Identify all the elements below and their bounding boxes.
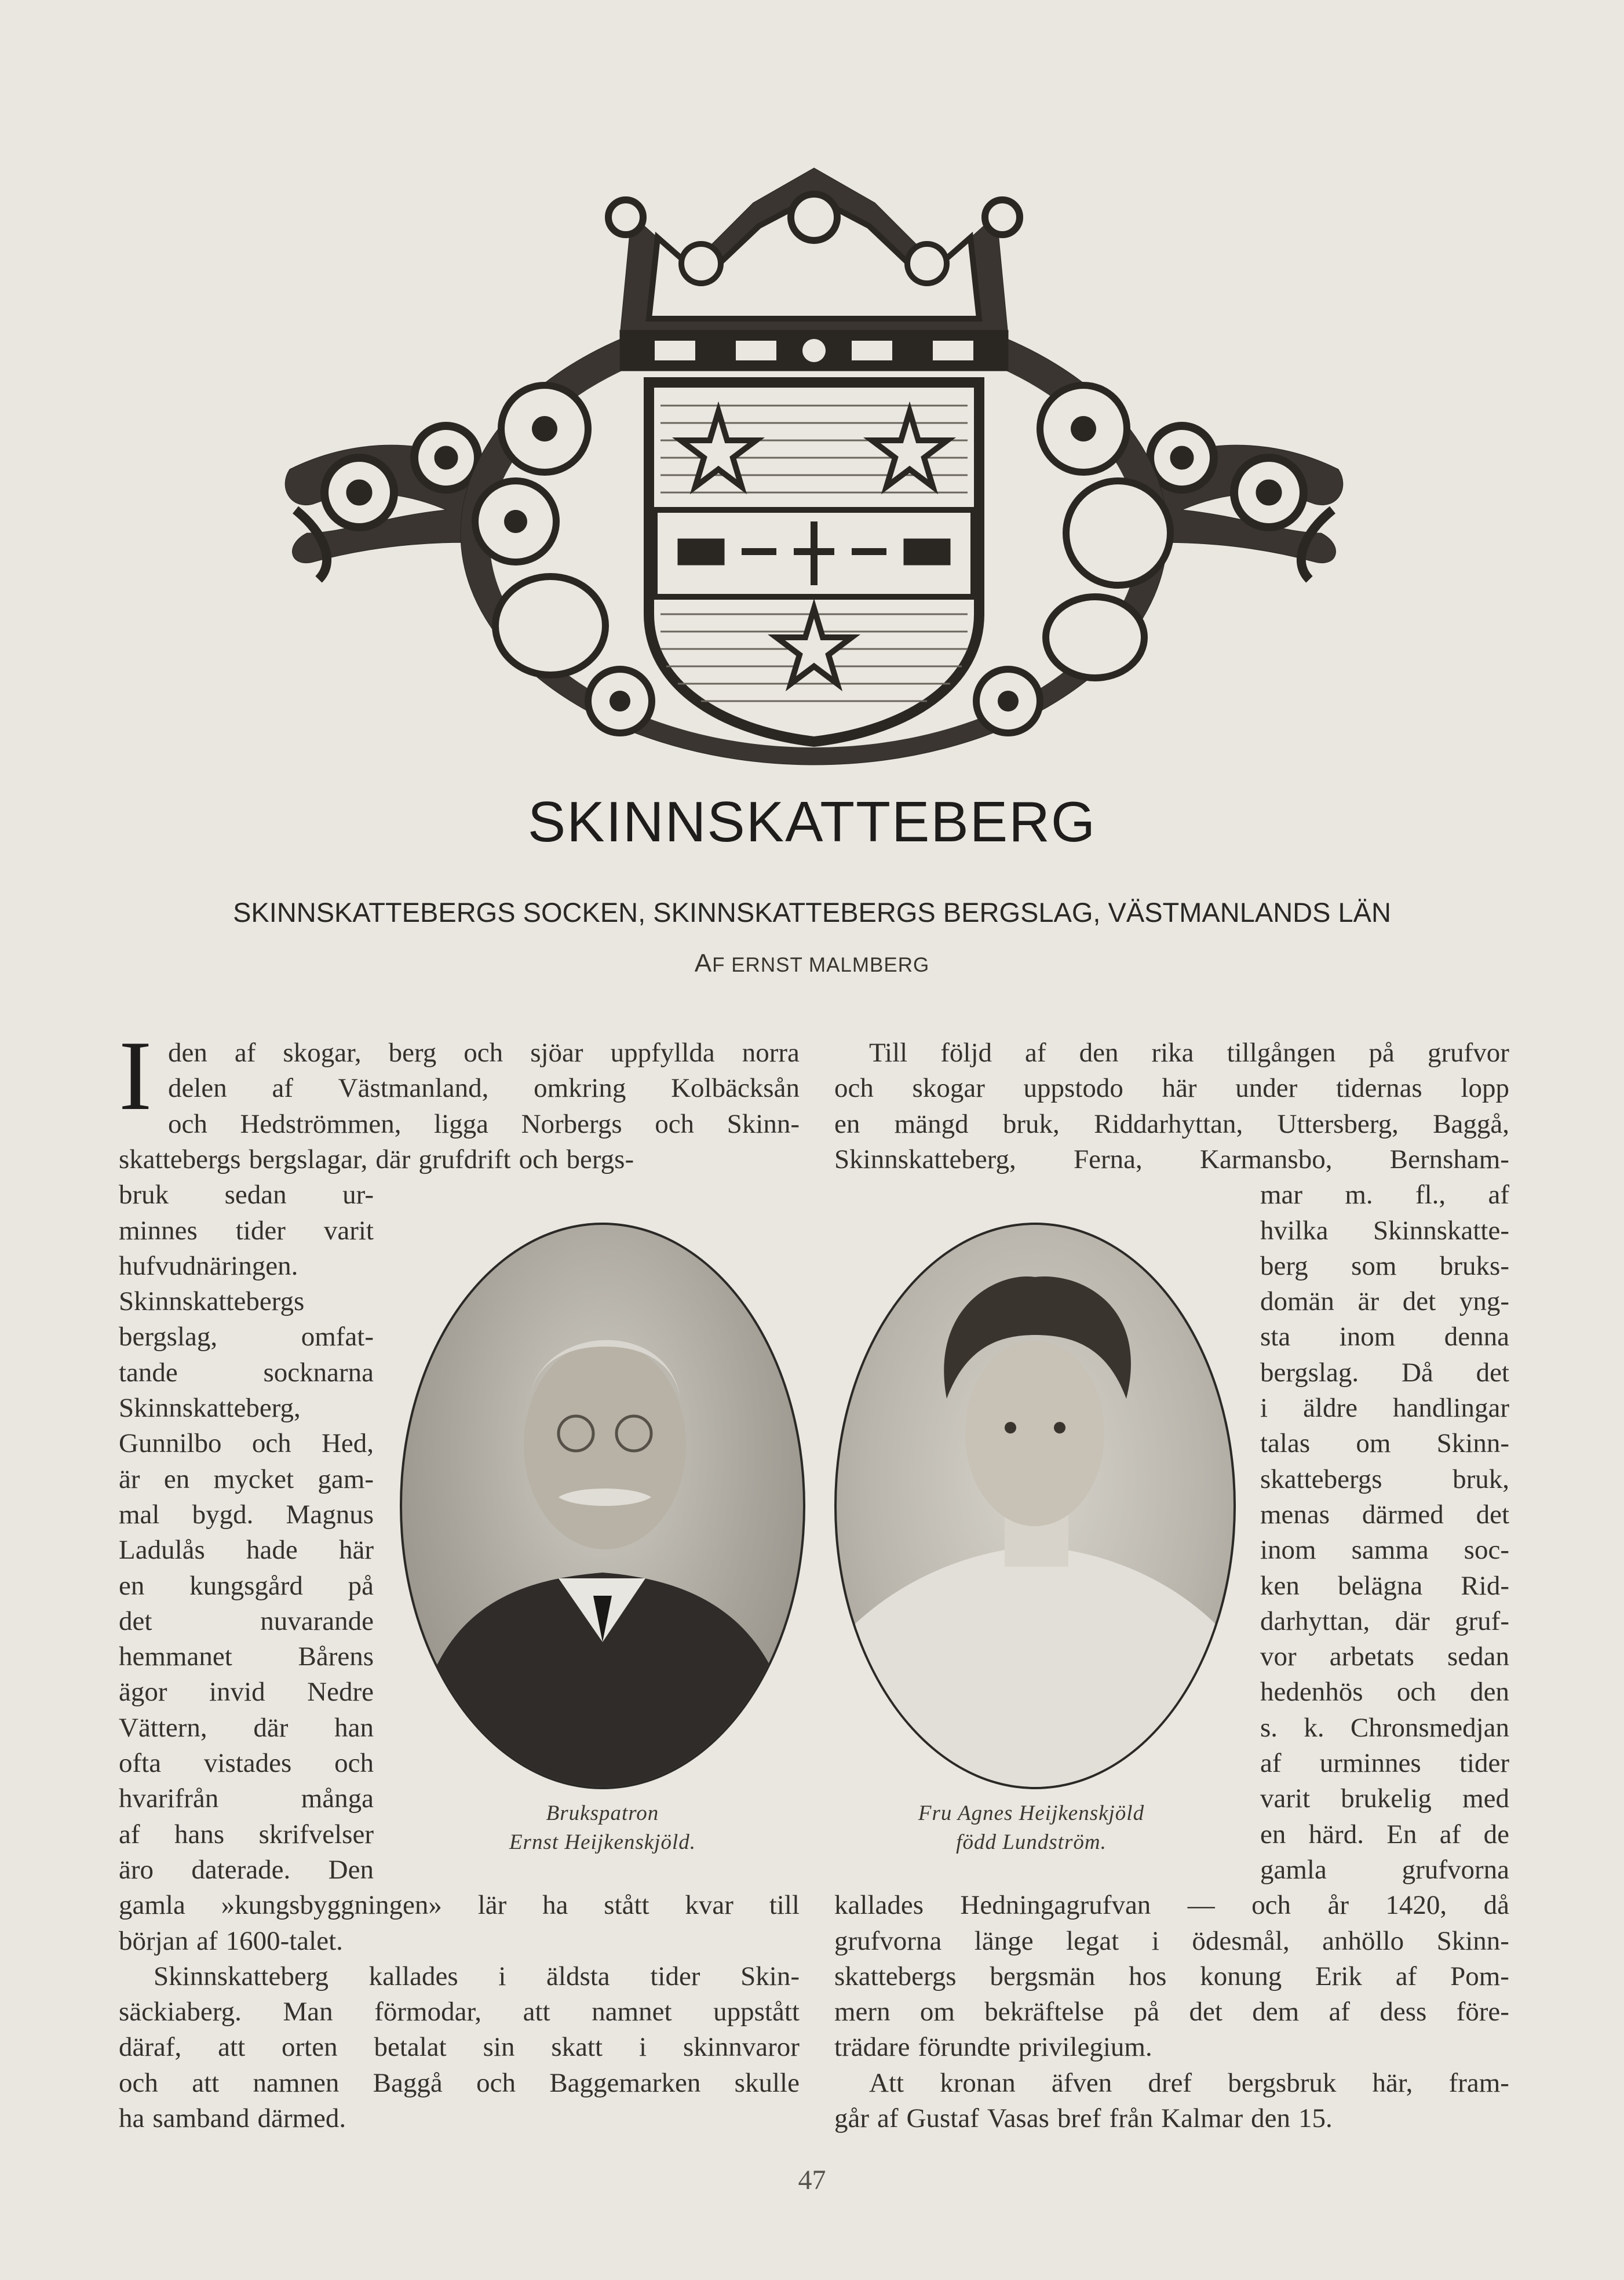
text-line: den af skogar, berg och sjöar uppfyllda norra: [168, 1038, 800, 1068]
text-line: delen af Västmanland, omkring Kolbäcksån: [168, 1073, 800, 1104]
text-line: i äldre handlingar: [1260, 1393, 1509, 1423]
page-subtitle: SKINNSKATTEBERGS SOCKEN, SKINNSKATTEBERGS BERGSLAG, VÄSTMANLANDS LÄN: [233, 897, 1391, 928]
text-line: menas därmed det: [1260, 1499, 1509, 1530]
text-line: ken belägna Rid-: [1260, 1570, 1509, 1601]
caption-right-portrait: [852, 1799, 1211, 1857]
text-line: Skinnskattebergs: [119, 1286, 305, 1317]
text-line: Att kronan äfven dref bergsbruk här, fram-: [869, 2067, 1509, 2098]
text-line: mern om bekräftelse på det dem af dess före-: [834, 1997, 1509, 2027]
man-portrait-icon: [402, 1225, 803, 1787]
text-line: Ladulås hade här: [119, 1535, 374, 1566]
drop-cap: I: [119, 1021, 152, 1131]
text-line: domän är det yng-: [1260, 1286, 1509, 1317]
coat-of-arms-illustration: [272, 162, 1356, 768]
text-line: tande socknarna: [119, 1357, 374, 1388]
text-line: en kungsgård på: [119, 1570, 374, 1601]
text-line: däraf, att orten betalat sin skatt i skinnvaror: [119, 2032, 800, 2063]
text-line: af urminnes tider: [1260, 1748, 1509, 1778]
crown: [608, 168, 1020, 371]
text-line: bruk sedan ur-: [119, 1180, 374, 1210]
page-number: 47: [798, 2165, 826, 2195]
text-line: början af 1600-talet.: [119, 1925, 343, 1956]
text-line: talas om Skinn-: [1260, 1428, 1509, 1459]
text-line: hvarifrån många: [119, 1783, 374, 1814]
text-line: skattebergs bruk,: [1260, 1464, 1509, 1494]
caption-right-line-2: född Lundström.: [956, 1830, 1107, 1854]
author-prefix: A: [694, 949, 713, 977]
caption-right-line-1: Fru Agnes Heijkenskjöld: [918, 1801, 1145, 1825]
text-line: säckiaberg. Man förmodar, att namnet uppstått: [119, 1997, 800, 2027]
portrait-agnes-heijkenskjold: [834, 1223, 1236, 1789]
shield: [649, 382, 979, 742]
text-line: Skinnskatteberg,: [119, 1393, 301, 1423]
text-line: en mängd bruk, Riddarhyttan, Uttersberg, Baggå,: [834, 1108, 1509, 1139]
text-line: Vättern, där han: [119, 1712, 374, 1743]
text-line: darhyttan, där gruf-: [1260, 1606, 1509, 1636]
text-line: sta inom denna: [1260, 1322, 1509, 1352]
text-line: och att namnen Baggå och Baggemarken skulle: [119, 2067, 800, 2098]
text-line: skattebergs bergsmän hos konung Erik af Pom-: [834, 1961, 1509, 1991]
text-line: bergslag. Då det: [1260, 1357, 1509, 1388]
text-line: är en mycket gam-: [119, 1464, 374, 1494]
text-line: det nuvarande: [119, 1606, 374, 1636]
text-line: ägor invid Nedre: [119, 1677, 374, 1708]
author-name: F ERNST MALMBERG: [712, 954, 930, 976]
text-line: Skinnskatteberg, Ferna, Karmansbo, Bernsham-: [834, 1144, 1509, 1174]
text-line: berg som bruks-: [1260, 1250, 1509, 1281]
text-line: hvilka Skinnskatte-: [1260, 1215, 1509, 1246]
author-byline: [0, 949, 1624, 979]
text-line: ofta vistades och: [119, 1748, 374, 1778]
text-line: grufvorna länge legat i ödesmål, anhöllo Skinn-: [834, 1925, 1509, 1956]
text-line: kallades Hedningagrufvan — och år 1420, då: [834, 1890, 1509, 1921]
text-line: Till följd af den rika tillgången på grufvor: [869, 1038, 1509, 1068]
text-line: hemmanet Bårens: [119, 1641, 374, 1672]
text-line: minnes tider varit: [119, 1215, 374, 1246]
text-line: går af Gustaf Vasas bref från Kalmar den 15.: [834, 2103, 1333, 2133]
text-line: trädare förundte privilegium.: [834, 2032, 1152, 2063]
text-line: inom samma soc-: [1260, 1535, 1509, 1566]
caption-left-portrait: [440, 1799, 765, 1857]
text-line: hufvudnäringen.: [119, 1250, 298, 1281]
text-line: varit brukelig med: [1260, 1783, 1509, 1814]
caption-left-line-2: Ernst Heijkenskjöld.: [509, 1830, 696, 1854]
text-line: mar m. fl., af: [1260, 1180, 1509, 1210]
portrait-ernst-heijkenskjold: [400, 1223, 805, 1789]
text-line: ha samband därmed.: [119, 2103, 346, 2133]
text-line: af hans skrifvelser: [119, 1819, 374, 1849]
text-line: vor arbetats sedan: [1260, 1641, 1509, 1672]
text-line: och Hedströmmen, ligga Norbergs och Skinn-: [168, 1108, 800, 1139]
text-line: Gunnilbo och Hed,: [119, 1428, 374, 1459]
text-line: och skogar uppstodo här under tidernas lopp: [834, 1073, 1509, 1104]
text-line: bergslag, omfat-: [119, 1322, 374, 1352]
text-line: en härd. En af de: [1260, 1819, 1509, 1849]
text-line: Skinnskatteberg kallades i äldsta tider Skin-: [154, 1961, 800, 1991]
page-title: SKINNSKATTEBERG: [527, 790, 1097, 853]
text-line: gamla »kungsbyggningen» lär ha stått kvar till: [119, 1890, 800, 1921]
text-line: äro daterade. Den: [119, 1854, 374, 1885]
text-line: skattebergs bergslagar, där grufdrift och bergs-: [119, 1144, 634, 1174]
woman-portrait-icon: [837, 1225, 1233, 1787]
text-line: gamla grufvorna: [1260, 1854, 1509, 1885]
text-line: hedenhös och den: [1260, 1677, 1509, 1708]
text-line: mal bygd. Magnus: [119, 1499, 374, 1530]
text-line: s. k. Chronsmedjan: [1260, 1712, 1509, 1743]
caption-left-line-1: Brukspatron: [546, 1801, 659, 1825]
